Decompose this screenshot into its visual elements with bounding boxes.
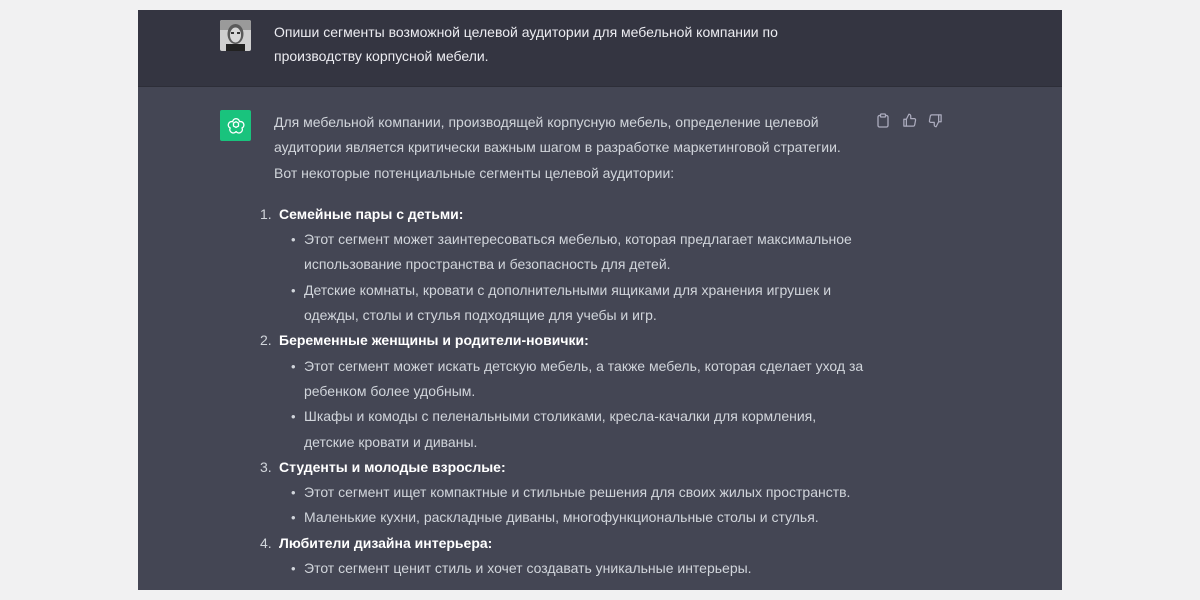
segment-item <box>260 531 864 582</box>
segment-item <box>260 328 864 454</box>
segment-number: 1. <box>260 205 272 222</box>
assistant-intro: Для мебельной компании, производящей корпусную мебель, определение целевой аудитории является критически важным шагом в разработке маркетинговой стратегии. Вот некоторые потенциальные сегменты целевой аудитории: <box>274 114 841 181</box>
openai-logo-icon <box>220 110 251 141</box>
thumbs-up-icon[interactable] <box>900 111 918 129</box>
segment-item <box>260 202 864 328</box>
segment-point <box>291 505 864 530</box>
segment-point <box>291 354 864 405</box>
segment-point <box>291 278 864 329</box>
clipboard-icon[interactable] <box>874 111 892 129</box>
segment-title: Студенты и молодые взрослые: <box>279 458 506 475</box>
segment-points <box>279 227 864 328</box>
bullet-dot: • <box>291 561 296 577</box>
assistant-message-row <box>138 87 1062 590</box>
segment-point <box>291 480 864 505</box>
segment-item <box>260 455 864 531</box>
segment-points <box>279 354 864 455</box>
segment-point-text: Этот сегмент может заинтересоваться мебелью, которая предлагает максимальное использование пространства и безопасность для детей. <box>304 231 852 273</box>
bullet-dot: • <box>291 358 296 374</box>
bullet-dot: • <box>291 282 296 298</box>
thumbs-down-icon[interactable] <box>926 111 944 129</box>
segment-title: Семейные пары с детьми: <box>279 205 464 222</box>
chat-window <box>138 10 1062 590</box>
segment-point-text: Этот сегмент ценит стиль и хочет создавать уникальные интерьеры. <box>304 560 752 577</box>
message-actions <box>874 111 944 129</box>
segment-point <box>291 556 864 581</box>
segment-points <box>279 556 864 581</box>
segment-number: 4. <box>260 534 272 551</box>
bullet-dot: • <box>291 510 296 526</box>
bullet-dot: • <box>291 409 296 425</box>
assistant-message-content <box>260 110 864 581</box>
segment-point-text: Этот сегмент может искать детскую мебель, а также мебель, которая сделает уход за ребенком более удобным. <box>304 357 864 399</box>
segment-point-text: Этот сегмент ищет компактные и стильные решения для своих жилых пространств. <box>304 484 851 501</box>
segment-title: Любители дизайна интерьера: <box>279 534 493 551</box>
bullet-dot: • <box>291 232 296 248</box>
segments-list <box>260 202 864 581</box>
bullet-dot: • <box>291 485 296 501</box>
user-message-row <box>138 10 1062 87</box>
segment-point-text: Маленькие кухни, раскладные диваны, многофункциональные столы и стулья. <box>304 509 819 526</box>
segment-number: 3. <box>260 458 272 475</box>
segment-point <box>291 404 864 455</box>
segment-point-text: Шкафы и комоды с пеленальными столиками, кресла-качалки для кормления, детские кровати и диваны. <box>304 408 817 450</box>
user-message-text: Опиши сегменты возможной целевой аудитории для мебельной компании по производству корпусной мебели. <box>274 24 778 64</box>
segment-point-text: Детские комнаты, кровати с дополнительными ящиками для хранения игрушек и одежды, столы и стулья подходящие для учебы и игр. <box>304 281 832 324</box>
segment-number: 2. <box>260 332 272 349</box>
segment-point <box>291 227 864 278</box>
segment-title: Беременные женщины и родители-новички: <box>279 332 589 349</box>
segment-points <box>279 480 864 531</box>
user-avatar <box>220 20 251 51</box>
